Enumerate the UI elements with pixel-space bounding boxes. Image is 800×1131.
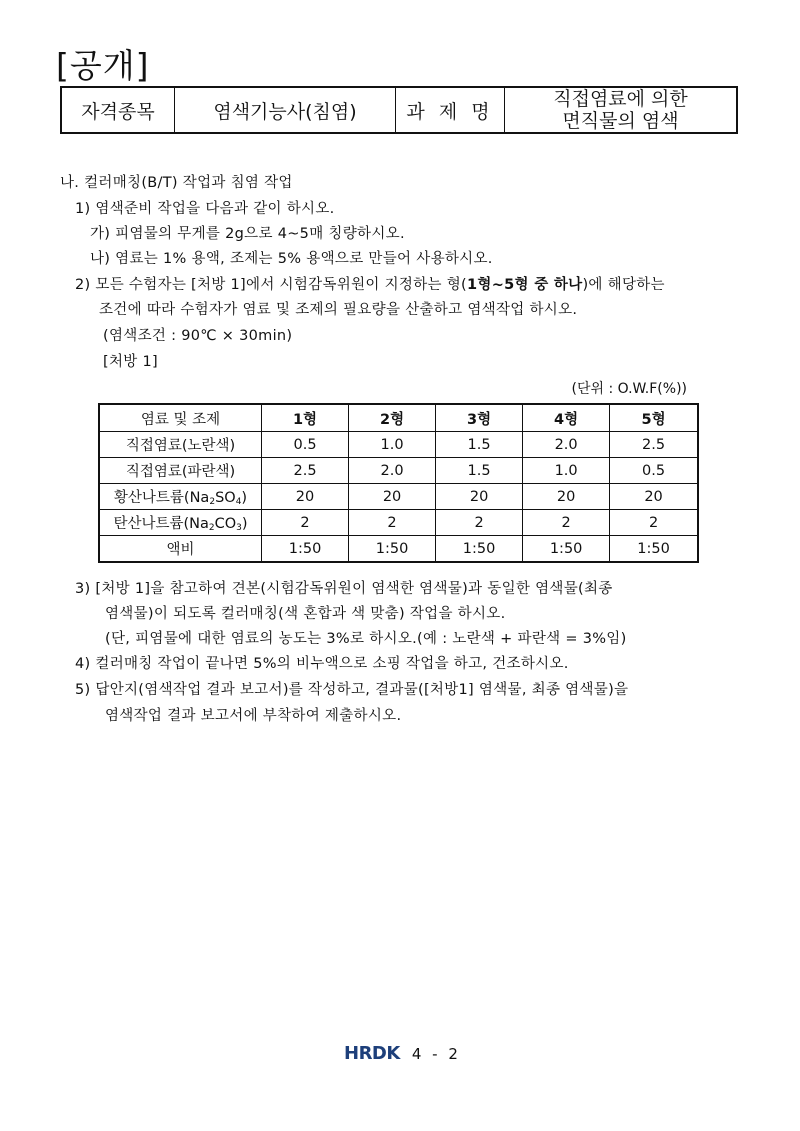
item-1b: 나) 염료는 1% 용액, 조제는 5% 용액으로 만들어 사용하시오. xyxy=(90,251,493,267)
qualification-label: 자격종목 xyxy=(61,87,175,133)
item-3: 3) [처방 1]을 참고하여 견본(시험감독위원이 염색한 염색물)과 동일한 염색물(최종 xyxy=(75,581,613,597)
row-label: 직접염료(노란색) xyxy=(99,432,262,458)
item-1: 1) 염색준비 작업을 다음과 같이 하시오. xyxy=(75,201,335,217)
label-sub: 2 xyxy=(208,523,215,533)
table-cell: 2 xyxy=(349,510,436,536)
dye-condition: (염색조건 : 90℃ × 30min) xyxy=(103,328,293,344)
qualification-value: 염색기능사(침염) xyxy=(175,87,396,133)
table-row xyxy=(99,536,698,563)
table-row xyxy=(99,510,698,536)
item-5: 5) 답안지(염색작업 결과 보고서)를 작성하고, 결과물([처방1] 염색물, 최종 염색물)을 xyxy=(75,682,629,698)
label-mid: SO xyxy=(215,490,236,506)
item-2 xyxy=(75,273,665,294)
item-1a: 가) 피염물의 무게를 2g으로 4~5매 칭량하시오. xyxy=(90,226,405,242)
table-cell: 20 xyxy=(349,484,436,510)
table-cell: 2.0 xyxy=(523,432,610,458)
table-cell: 20 xyxy=(436,484,523,510)
table-cell: 2 xyxy=(610,510,698,536)
page-number: 4 - 2 xyxy=(411,1044,461,1063)
page-label: [공개] xyxy=(56,46,150,85)
label-sub: 2 xyxy=(209,497,216,507)
table-cell: 1:50 xyxy=(436,536,523,563)
table-cell: 2 xyxy=(436,510,523,536)
table-cell: 1:50 xyxy=(523,536,610,563)
item-3-cont: 염색물)이 되도록 컬러매칭(색 혼합과 색 맞춤) 작업을 하시오. xyxy=(105,606,506,622)
header-cell: 1형 xyxy=(262,404,349,432)
table-cell: 1.5 xyxy=(436,432,523,458)
table-cell: 2.5 xyxy=(610,432,698,458)
item-3-note: (단, 피염물에 대한 염료의 농도는 3%로 하시오.(예 : 노란색 + 파란색 = 3%임) xyxy=(105,631,627,647)
label-main: 탄산나트륨(Na xyxy=(113,516,209,532)
row-label xyxy=(99,510,262,536)
label-end: ) xyxy=(241,516,248,532)
task-line-2: 면직물의 염색 xyxy=(562,110,679,132)
item-2-pre: 2) 모든 수험자는 [처방 1]에서 시험감독위원이 지정하는 형( xyxy=(75,277,467,293)
header-table xyxy=(60,86,738,134)
table-cell: 1:50 xyxy=(349,536,436,563)
table-cell: 20 xyxy=(262,484,349,510)
table-header-row xyxy=(99,404,698,432)
table-cell: 2.0 xyxy=(349,458,436,484)
table-cell: 1.0 xyxy=(523,458,610,484)
header-cell: 3형 xyxy=(436,404,523,432)
hrdk-logo: HRDK xyxy=(344,1043,400,1064)
label-sub: 4 xyxy=(235,497,242,507)
table-cell: 2.5 xyxy=(262,458,349,484)
row-label: 액비 xyxy=(99,536,262,563)
table-row xyxy=(99,432,698,458)
header-cell: 염료 및 조제 xyxy=(99,404,262,432)
header-cell: 5형 xyxy=(610,404,698,432)
table-row xyxy=(99,484,698,510)
table-cell: 1.5 xyxy=(436,458,523,484)
label-mid: CO xyxy=(214,516,237,532)
header-cell: 4형 xyxy=(523,404,610,432)
item-5-cont: 염색작업 결과 보고서에 부착하여 제출하시오. xyxy=(105,708,402,724)
item-2-cont: 조건에 따라 수험자가 염료 및 조제의 필요량을 산출하고 염색작업 하시오. xyxy=(99,302,578,318)
table-cell: 0.5 xyxy=(262,432,349,458)
label-end: ) xyxy=(241,490,248,506)
recipe-label: [처방 1] xyxy=(103,354,158,370)
header-cell: 2형 xyxy=(349,404,436,432)
table-cell: 1:50 xyxy=(262,536,349,563)
item-2-bold: 1형~5형 중 하나 xyxy=(467,277,583,293)
item-4: 4) 컬러매칭 작업이 끝나면 5%의 비누액으로 소핑 작업을 하고, 건조하시오. xyxy=(75,656,569,672)
task-label: 과 제 명 xyxy=(396,87,505,133)
row-label xyxy=(99,484,262,510)
table-cell: 0.5 xyxy=(610,458,698,484)
table-cell: 1:50 xyxy=(610,536,698,563)
unit-label: (단위 : O.W.F(%)) xyxy=(571,381,687,397)
row-label: 직접염료(파란색) xyxy=(99,458,262,484)
label-main: 황산나트륨(Na xyxy=(113,490,210,506)
task-line-1: 직접염료에 의한 xyxy=(553,88,688,110)
table-cell: 20 xyxy=(610,484,698,510)
task-value xyxy=(505,87,738,133)
table-cell: 1.0 xyxy=(349,432,436,458)
label-sub: 3 xyxy=(236,523,242,533)
table-row xyxy=(99,458,698,484)
table-cell: 2 xyxy=(523,510,610,536)
section-title: 나. 컬러매칭(B/T) 작업과 침염 작업 xyxy=(60,175,293,191)
recipe-table xyxy=(98,403,699,563)
table-cell: 20 xyxy=(523,484,610,510)
table-cell: 2 xyxy=(262,510,349,536)
footer xyxy=(344,1043,461,1064)
item-2-post: )에 해당하는 xyxy=(582,277,665,293)
